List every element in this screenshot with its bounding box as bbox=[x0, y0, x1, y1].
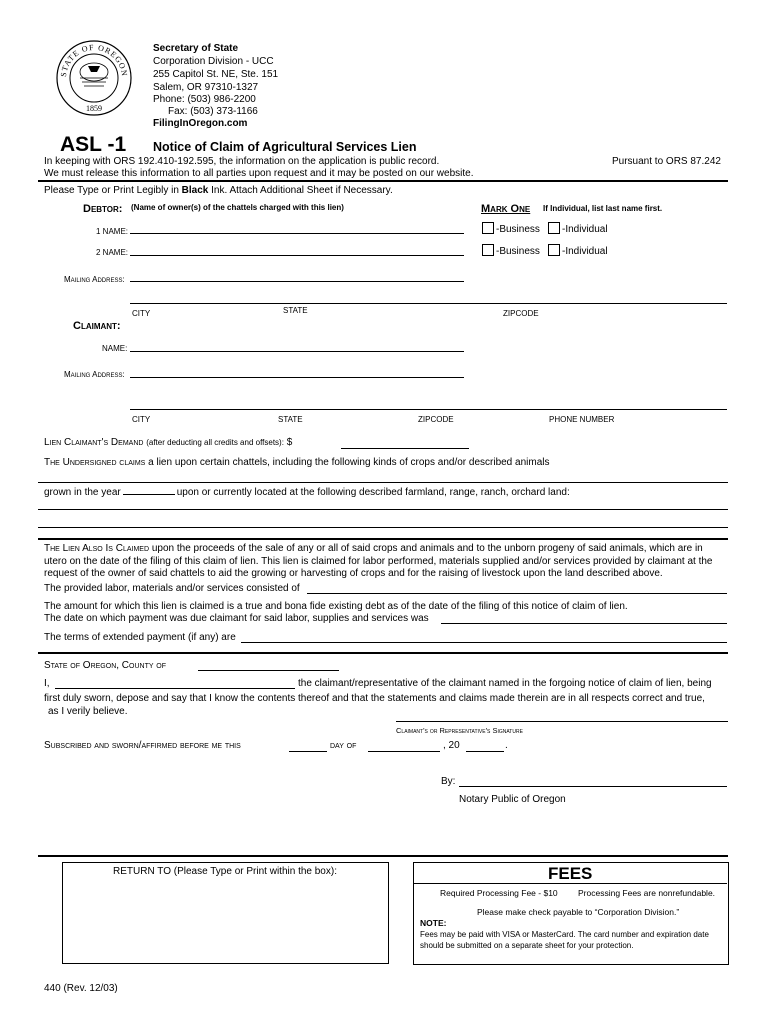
county-field[interactable] bbox=[198, 670, 339, 671]
demand-label: Lien Claimant's Demand (after deducting all credits and offsets): $ bbox=[44, 437, 293, 448]
notary-label: Notary Public of Oregon bbox=[459, 794, 566, 805]
debtor-name2-label: 2 NAME: bbox=[96, 248, 129, 257]
claimant-label: Claimant: bbox=[73, 320, 121, 332]
signature-field[interactable] bbox=[396, 721, 728, 722]
year-prefix: , 20 bbox=[443, 740, 460, 751]
city-line: Salem, OR 97310-1327 bbox=[153, 82, 259, 93]
oregon-seal-icon bbox=[50, 38, 138, 118]
claimant-city-label: CITY bbox=[132, 415, 151, 424]
month-field[interactable] bbox=[368, 751, 440, 752]
year-field[interactable] bbox=[466, 751, 504, 752]
affiant-name-field[interactable] bbox=[55, 688, 295, 689]
land-description-field-1[interactable] bbox=[38, 509, 728, 510]
terms-label: The terms of extended payment (if any) are bbox=[44, 632, 236, 643]
public-notice-2: We must release this information to all parties upon request and it may be posted on our website. bbox=[44, 168, 474, 179]
address-line: 255 Capitol St. NE, Ste. 151 bbox=[153, 69, 279, 80]
note-label: NOTE: bbox=[420, 918, 447, 928]
form-title: Notice of Claim of Agricultural Services Lien bbox=[153, 140, 417, 154]
fees-title: FEES bbox=[548, 864, 593, 883]
website-line: FilingInOregon.com bbox=[153, 118, 248, 129]
debtor-name2-individual[interactable]: -Individual bbox=[548, 244, 608, 257]
claimant-city-state-zip-field[interactable] bbox=[130, 409, 727, 410]
instructions: Please Type or Print Legibly in Black Ink. Attach Additional Sheet if Necessary. bbox=[44, 185, 393, 196]
oath-i: I, bbox=[44, 678, 50, 689]
grown-year-text: grown in the year upon or currently located at the following described farmland, range, ranch, orchard land: bbox=[44, 487, 570, 498]
debtor-name1-field[interactable] bbox=[130, 233, 464, 234]
period: . bbox=[505, 740, 508, 751]
claimant-mailing-field[interactable] bbox=[130, 377, 464, 378]
svg-text:STATE OF OREGON bbox=[59, 43, 129, 77]
day-field[interactable] bbox=[289, 751, 327, 752]
signature-label: Claimant's or Representative's Signature bbox=[396, 726, 523, 735]
claimant-name-label: NAME: bbox=[102, 344, 128, 353]
mark-one-hint: If Individual, list last name first. bbox=[543, 204, 663, 213]
debtor-mailing-field[interactable] bbox=[130, 281, 464, 282]
amount-statement: The amount for which this lien is claimed is a true and bona fide existing debt as of the date of the filing of this notice of claim of lien. bbox=[44, 601, 628, 612]
payable-text: Please make check payable to “Corporation Division.” bbox=[477, 907, 680, 917]
lien-also-paragraph: The Lien Also Is Claimed upon the proceeds of the sale of any or all of said crops and animals and to the unborn progeny of said animals, which are in utero on the date of the filing of this claim of lien. This lien is claimed for labor performed, materials supplied and/or services provided by claimant at the request of the owner of said chattels to aid the growing or harvesting of crops and for the raising of livestock upon the land described above. bbox=[44, 543, 713, 579]
debtor-city-state-zip-field[interactable] bbox=[130, 303, 727, 304]
debtor-name1-individual[interactable]: -Individual bbox=[548, 222, 608, 235]
fax-line: Fax: (503) 373-1166 bbox=[168, 106, 258, 117]
oath-statement-2: first duly sworn, depose and say that I know the contents thereof and that the statements and claims made therein are in all respects correct and true, bbox=[44, 693, 705, 704]
seal-text: STATE OF OREGON bbox=[58, 42, 130, 78]
debtor-name2-business[interactable]: -Business bbox=[482, 244, 540, 257]
land-description-field-2[interactable] bbox=[38, 527, 728, 528]
claimant-state-label: STATE bbox=[278, 415, 303, 424]
revision-text: 440 (Rev. 12/03) bbox=[44, 983, 118, 994]
processing-fee: Required Processing Fee - $10 bbox=[440, 888, 558, 898]
claimant-mailing-label: Mailing Address: bbox=[64, 370, 125, 379]
debtor-state-label: STATE bbox=[283, 306, 308, 315]
provided-services-field[interactable] bbox=[307, 593, 727, 594]
demand-amount-field[interactable] bbox=[341, 448, 469, 449]
form-code: ASL -1 bbox=[60, 133, 127, 156]
individual-checkbox-2[interactable] bbox=[548, 244, 560, 256]
nonrefundable-text: Processing Fees are nonrefundable. bbox=[578, 888, 716, 898]
debtor-label: Debtor: bbox=[83, 203, 123, 215]
debtor-city-label: CITY bbox=[132, 309, 151, 318]
state-seal bbox=[50, 38, 138, 118]
note-text: Fees may be paid with VISA or MasterCard. The card number and expiration date should be submitted on a separate sheet for your protection. bbox=[420, 930, 709, 950]
pursuant-text: Pursuant to ORS 87.242 bbox=[612, 156, 721, 167]
oath-statement-3: as I verily believe. bbox=[48, 706, 128, 717]
undersigned-claims: The Undersigned claims a lien upon certain chattels, including the following kinds of crops and/or described animals bbox=[44, 457, 550, 468]
business-checkbox-2[interactable] bbox=[482, 244, 494, 256]
subscribed-label: Subscribed and sworn/affirmed before me this bbox=[44, 740, 241, 751]
phone-line: Phone: (503) 986-2200 bbox=[153, 94, 256, 105]
state-county-label: State of Oregon, County of bbox=[44, 660, 167, 671]
division-name: Corporation Division - UCC bbox=[153, 56, 274, 67]
debtor-name1-label: 1 NAME: bbox=[96, 227, 129, 236]
debtor-name1-business[interactable]: -Business bbox=[482, 222, 540, 235]
claimant-phone-label: PHONE NUMBER bbox=[549, 415, 615, 424]
seal-year: 1859 bbox=[86, 104, 102, 113]
return-to-box[interactable] bbox=[62, 862, 389, 964]
provided-services-label: The provided labor, materials and/or services consisted of bbox=[44, 583, 300, 594]
by-label: By: bbox=[441, 776, 456, 787]
agency-name: Secretary of State bbox=[153, 43, 239, 54]
debtor-zip-label: ZIPCODE bbox=[503, 309, 539, 318]
notary-signature-field[interactable] bbox=[459, 786, 727, 787]
return-to-label: RETURN TO (Please Type or Print within the box): bbox=[113, 866, 337, 877]
business-checkbox-1[interactable] bbox=[482, 222, 494, 234]
day-of-label: day of bbox=[330, 740, 357, 751]
debtor-name2-field[interactable] bbox=[130, 255, 464, 256]
debtor-mailing-label: Mailing Address: bbox=[64, 275, 125, 284]
debtor-hint: (Name of owner(s) of the chattels charged with this lien) bbox=[131, 203, 344, 212]
claimant-name-field[interactable] bbox=[130, 351, 464, 352]
mark-one-label: Mark One bbox=[481, 203, 531, 215]
terms-field[interactable] bbox=[241, 642, 727, 643]
date-due-field[interactable] bbox=[441, 623, 727, 624]
oath-statement-1: the claimant/representative of the claimant named in the forgoing notice of claim of lien, being bbox=[298, 678, 712, 689]
crops-description-field[interactable] bbox=[38, 482, 728, 483]
individual-checkbox-1[interactable] bbox=[548, 222, 560, 234]
claimant-zip-label: ZIPCODE bbox=[418, 415, 454, 424]
public-notice-1: In keeping with ORS 192.410-192.595, the information on the application is public record. bbox=[44, 156, 440, 167]
date-due-label: The date on which payment was due claimant for said labor, supplies and services was bbox=[44, 613, 429, 624]
